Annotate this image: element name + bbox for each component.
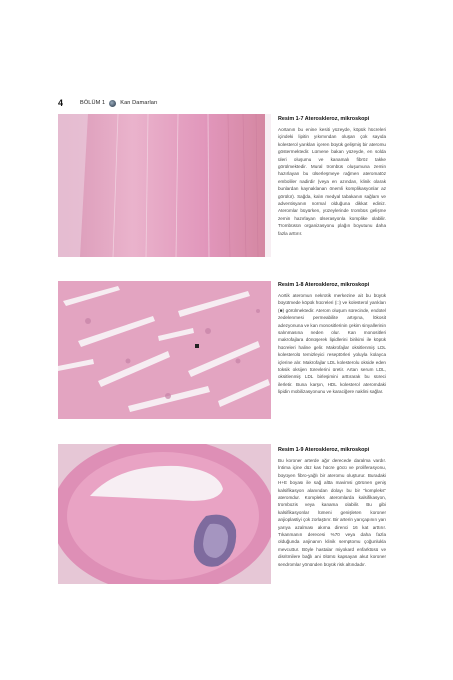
- figure-1-8-image: [58, 281, 271, 419]
- running-header: [58, 97, 158, 109]
- chapter-label: BÖLÜM 1: [80, 100, 106, 106]
- chapter-title: Kan Damarları: [120, 100, 158, 106]
- figure-1-8-caption: [278, 282, 386, 396]
- figure-1-7-text: Aortanın bu enine kesiti yüzeyde, köpük hücreleri içindeki lipitin yıkımından oluşan çok sayıda kolesterol yarıkları içeren büyük gelişmiş bir ateromu göstermektedir. Lümene bakan yüzeyde, en solda üleri oluşumu ve kanamalı fibröz takke görülmektedir. Mural trombüs oluşumuna zemin hazırlayan bu ülserleşmeye rağmen ateromatöz emboliler nadirdir (veya en azından, klinik olarak bunlardan kaynaklanan önemli komplikasyonlar az görülür). Sağda, kalın medyal tabakanın sağlam ve adventisyanın normal olduğuna dikkat ediniz. Ateromlar büyürken, yüzeylerinde trombüs gelişme zemin hazırlayan ülserasyonla komplike olabilir. Trombüsün organizasyonu plağın boyutunu daha fazla arttırır.: [278, 127, 386, 236]
- page-number: 4: [58, 98, 64, 108]
- figure-1-7-image: [58, 114, 271, 257]
- figure-1-7-title: Resim 1-7 Ateroskleroz, mikroskopi: [278, 116, 370, 122]
- figure-1-7-caption: [278, 116, 386, 237]
- figure-1-9-caption: [278, 447, 386, 568]
- chapter-icon: [109, 100, 116, 107]
- figure-1-9-text: Bu koroner arterde ağır derecede daralma vardır. İntima içine düz kas hücre göcü ve proliferasyonu, büyüyen fibro-yağlı bir ateromu oluşturur. Buradaki H+E boyası ile sağ altta mavimsi görünen geniş kalsifikasyon alanından dolayı bu bir "kompleks" ateromdur. Kompleks ateromlarda kalsifikasyon, trombozis veya kanama olabilir. Bu gibi kalsifikasyonlar lümeni genişleten koroner anjioplastiyi çok zorlaştırır. Bir arterin yarıçapının yarı yarıya azalması akıma direnci 16 kat arttırır. Tıkanmanın derecesi %70 veya daha fazla olduğunda anjinanın klinik semptomu çoğunlukla mevcuttur. Böyle hastalar miyokard enfarktüsü ve disritmilere bağlı ani ölümü kapsayan akut koroner sendromlar yönünden büyük risk altındadır.: [278, 458, 386, 567]
- figure-1-9-image: [58, 444, 271, 584]
- figure-1-8-text: Aortik ateromun nekrotik merkezine ait bu büyük büyütmede köpük hücreleri (□) ve kolesterol yarıkları (■) görülmektedir. Aterom oluşum sürecinde, endotel zedelenmesi permeabilite artışına, lökosit adezyonuna ve kan monositlerinin çekim sinyallerinin salınmasına neden olur. Kan monositleri makrofajlara dönüşerek lipidlerini birikimi ile köpük hücreleri haline gelir. Makrofajlar oksitlenmiş LDL kolesterolü temizleyici reseptörleri yoluyla kolayca içlerine alır. Makrofajlar LDL kolesterolu okside eden toksik oksijen türevlerini üretir. Artan serum LDL, oksitlenmiş LDL birleşimini arttırarak bu süreci ilerletir. Buna karşın, HDL kolesterol ateromdaki lipidin mobilizasyonunu ve karaciğere naklini sağlar.: [278, 293, 387, 395]
- figure-1-9-title: Resim 1-9 Ateroskleroz, mikroskopi: [278, 447, 370, 453]
- figure-1-8-title: Resim 1-8 Ateroskleroz, mikroskopi: [278, 282, 370, 288]
